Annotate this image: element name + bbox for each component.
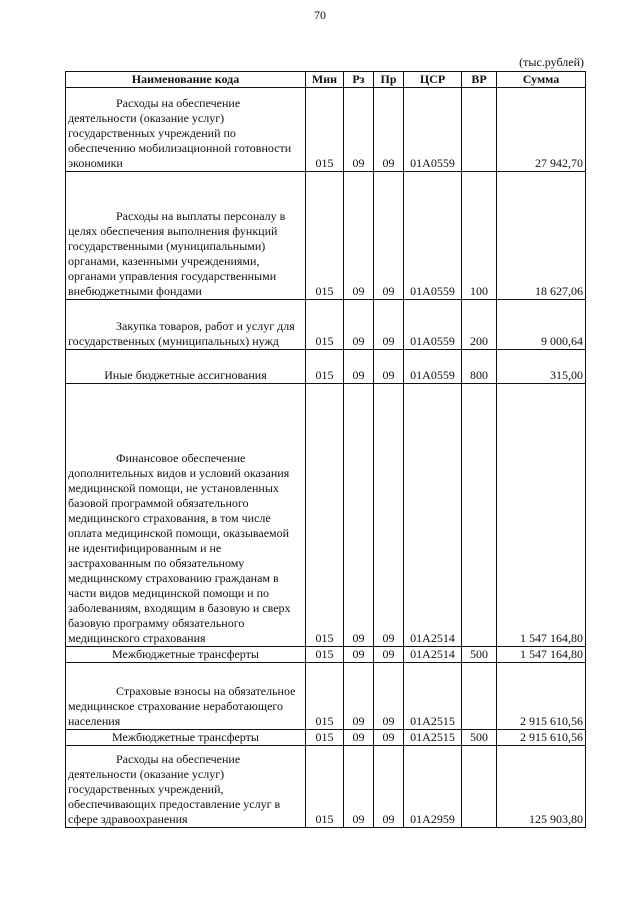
row-min: 015 — [306, 88, 344, 172]
row-name: Межбюджетные трансферты — [66, 730, 306, 746]
row-name: Иные бюджетные ассигнования — [66, 350, 306, 384]
row-sum: 2 915 610,56 — [497, 663, 586, 730]
row-rz: 09 — [344, 663, 374, 730]
row-csr: 01А0559 — [404, 300, 462, 350]
row-vr — [462, 746, 497, 828]
row-sum: 1 547 164,80 — [497, 647, 586, 663]
row-vr: 500 — [462, 647, 497, 663]
row-pr: 09 — [374, 350, 404, 384]
row-pr: 09 — [374, 88, 404, 172]
row-csr: 01А0559 — [404, 88, 462, 172]
table-row — [66, 300, 586, 350]
table-header-row — [66, 72, 586, 88]
table-row — [66, 746, 586, 828]
row-csr: 01А2515 — [404, 663, 462, 730]
row-name: Закупка товаров, работ и услуг для государственных (муниципальных) нужд — [66, 300, 306, 350]
row-pr: 09 — [374, 663, 404, 730]
row-name: Расходы на обеспечение деятельности (оказание услуг) государственных учреждений, обеспечивающих предоставление услуг в сфере здравоохранения — [66, 746, 306, 828]
table-row — [66, 350, 586, 384]
row-csr: 01А2514 — [404, 647, 462, 663]
table-row — [66, 172, 586, 300]
row-vr: 100 — [462, 172, 497, 300]
row-csr: 01А0559 — [404, 350, 462, 384]
row-csr: 01А2959 — [404, 746, 462, 828]
row-sum: 1 547 164,80 — [497, 384, 586, 647]
row-sum: 18 627,06 — [497, 172, 586, 300]
budget-table — [65, 71, 586, 828]
row-sum: 27 942,70 — [497, 88, 586, 172]
row-sum: 125 903,80 — [497, 746, 586, 828]
row-csr: 01А2514 — [404, 384, 462, 647]
row-name: Расходы на обеспечение деятельности (оказание услуг) государственных учреждений по обеспечению мобилизационной готовности экономики — [66, 88, 306, 172]
header-vr: ВР — [462, 72, 497, 88]
row-min: 015 — [306, 300, 344, 350]
row-sum: 315,00 — [497, 350, 586, 384]
row-name: Финансовое обеспечение дополнительных видов и условий оказания медицинской помощи, не установленных базовой программой обязательного медицинского страхования, в том числе оплата медицинской помощи, оказываемой не идентифицированным и не застрахованным по обязательному медицинскому страхованию гражданам в части видов медицинской помощи и по заболеваниям, входящим в базовую и сверх базовую программу обязательного медицинского страхования — [66, 384, 306, 647]
row-rz: 09 — [344, 647, 374, 663]
row-vr: 500 — [462, 730, 497, 746]
row-rz: 09 — [344, 300, 374, 350]
row-pr: 09 — [374, 730, 404, 746]
row-min: 015 — [306, 730, 344, 746]
row-vr: 200 — [462, 300, 497, 350]
row-min: 015 — [306, 647, 344, 663]
table-row — [66, 730, 586, 746]
row-name: Страховые взносы на обязательное медицинское страхование неработающего населения — [66, 663, 306, 730]
row-vr — [462, 88, 497, 172]
row-rz: 09 — [344, 384, 374, 647]
row-min: 015 — [306, 350, 344, 384]
row-vr — [462, 663, 497, 730]
row-min: 015 — [306, 746, 344, 828]
row-rz: 09 — [344, 746, 374, 828]
header-name: Наименование кода — [66, 72, 306, 88]
row-sum: 2 915 610,56 — [497, 730, 586, 746]
row-rz: 09 — [344, 88, 374, 172]
row-vr — [462, 384, 497, 647]
header-sum: Сумма — [497, 72, 586, 88]
header-rz: Рз — [344, 72, 374, 88]
row-pr: 09 — [374, 647, 404, 663]
header-pr: Пр — [374, 72, 404, 88]
row-pr: 09 — [374, 172, 404, 300]
row-pr: 09 — [374, 384, 404, 647]
header-csr: ЦСР — [404, 72, 462, 88]
row-csr: 01А2515 — [404, 730, 462, 746]
row-vr: 800 — [462, 350, 497, 384]
row-rz: 09 — [344, 350, 374, 384]
row-rz: 09 — [344, 172, 374, 300]
row-pr: 09 — [374, 300, 404, 350]
table-row — [66, 88, 586, 172]
row-name: Расходы на выплаты персоналу в целях обеспечения выполнения функций государственными (муниципальными) органами, казенными учреждениями, органами управления государственными внебюджетными фондами — [66, 172, 306, 300]
page-number: 70 — [314, 8, 326, 22]
row-sum: 9 000,64 — [497, 300, 586, 350]
row-min: 015 — [306, 172, 344, 300]
row-csr: 01А0559 — [404, 172, 462, 300]
units-label: (тыс.рублей) — [519, 55, 584, 69]
row-min: 015 — [306, 384, 344, 647]
row-pr: 09 — [374, 746, 404, 828]
row-name: Межбюджетные трансферты — [66, 647, 306, 663]
table-row — [66, 663, 586, 730]
header-min: Мин — [306, 72, 344, 88]
row-rz: 09 — [344, 730, 374, 746]
row-min: 015 — [306, 663, 344, 730]
table-row — [66, 384, 586, 647]
table-row — [66, 647, 586, 663]
